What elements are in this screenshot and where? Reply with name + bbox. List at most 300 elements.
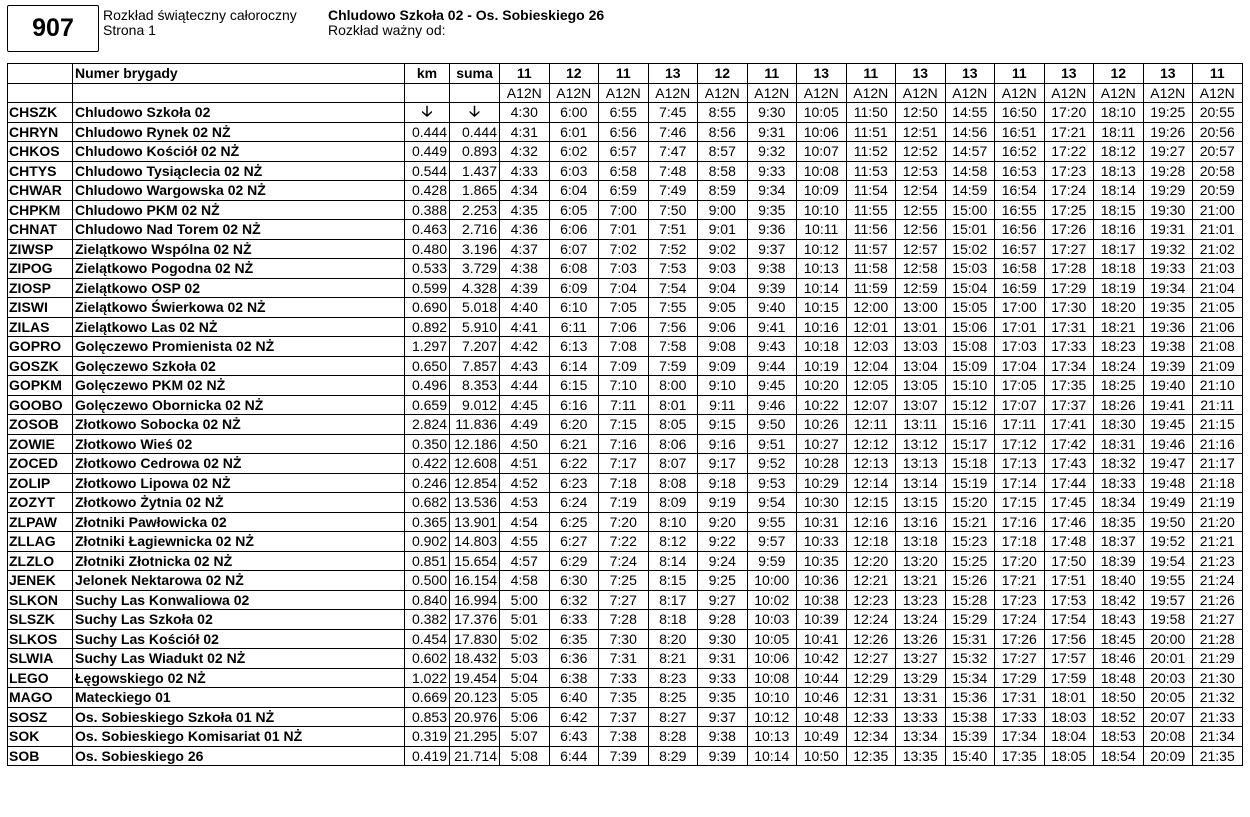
departure-time: 6:33 [549, 610, 599, 630]
departure-time: 15:08 [945, 337, 995, 357]
stop-code: LEGO [8, 668, 73, 688]
departure-time: 6:55 [599, 103, 649, 123]
departure-time: 5:00 [500, 590, 550, 610]
stop-code: ZOSOB [8, 415, 73, 435]
departure-time: 21:19 [1193, 493, 1243, 513]
departure-time: 10:46 [797, 688, 847, 708]
stop-code: SOK [8, 727, 73, 747]
km-value: 0.599 [405, 278, 450, 298]
departure-time: 9:03 [698, 259, 748, 279]
brigade-number: 13 [797, 64, 847, 84]
departure-time: 7:46 [648, 122, 698, 142]
stop-code: MAGO [8, 688, 73, 708]
departure-time: 9:40 [747, 298, 797, 318]
departure-time: 21:28 [1193, 629, 1243, 649]
route-title: Chludowo Szkoła 02 - Os. Sobieskiego 26 [328, 7, 605, 23]
departure-time: 17:53 [1044, 590, 1094, 610]
departure-time: 9:31 [698, 649, 748, 669]
departure-time: 6:04 [549, 181, 599, 201]
departure-time: 19:58 [1143, 610, 1193, 630]
departure-time: 8:59 [698, 181, 748, 201]
departure-time: 17:33 [1044, 337, 1094, 357]
departure-time: 4:38 [500, 259, 550, 279]
departure-time: 12:35 [846, 746, 896, 766]
departure-time: 4:41 [500, 317, 550, 337]
departure-time: 18:31 [1094, 434, 1144, 454]
departure-time: 8:56 [698, 122, 748, 142]
departure-time: 10:27 [797, 434, 847, 454]
departure-time: 4:40 [500, 298, 550, 318]
departure-time: 17:57 [1044, 649, 1094, 669]
departure-time: 20:03 [1143, 668, 1193, 688]
stop-name: Złotkowo Sobocka 02 NŻ [73, 415, 405, 435]
stop-name: Zielątkowo OSP 02 [73, 278, 405, 298]
departure-time: 15:19 [945, 473, 995, 493]
departure-time: 6:02 [549, 142, 599, 162]
departure-time: 20:56 [1193, 122, 1243, 142]
departure-time: 21:16 [1193, 434, 1243, 454]
departure-time: 12:11 [846, 415, 896, 435]
suma-value: 20.123 [450, 688, 500, 708]
departure-time: 18:52 [1094, 707, 1144, 727]
suma-value: 16.994 [450, 590, 500, 610]
departure-time: 11:57 [846, 239, 896, 259]
departure-time: 18:53 [1094, 727, 1144, 747]
brigade-number: 11 [747, 64, 797, 84]
departure-time: 9:06 [698, 317, 748, 337]
suma-value: 13.901 [450, 512, 500, 532]
departure-time: 6:38 [549, 668, 599, 688]
departure-time: 12:34 [846, 727, 896, 747]
departure-time: 15:10 [945, 376, 995, 396]
departure-time: 6:07 [549, 239, 599, 259]
departure-time: 4:34 [500, 181, 550, 201]
departure-time: 21:11 [1193, 395, 1243, 415]
departure-time: 8:18 [648, 610, 698, 630]
km-value: 0.533 [405, 259, 450, 279]
variant-code: A12N [599, 83, 649, 103]
stop-code: GOSZK [8, 356, 73, 376]
variant-code: A12N [797, 83, 847, 103]
departure-time: 10:02 [747, 590, 797, 610]
departure-time: 9:02 [698, 239, 748, 259]
departure-time: 17:29 [995, 668, 1045, 688]
departure-time: 11:50 [846, 103, 896, 123]
table-row [8, 590, 1243, 610]
departure-time: 8:09 [648, 493, 698, 513]
departure-time: 10:44 [797, 668, 847, 688]
stop-code: SOB [8, 746, 73, 766]
departure-time: 17:35 [995, 746, 1045, 766]
departure-time: 9:10 [698, 376, 748, 396]
departure-time: 7:51 [648, 220, 698, 240]
departure-time: 10:12 [747, 707, 797, 727]
stop-code: SOSZ [8, 707, 73, 727]
departure-time: 15:20 [945, 493, 995, 513]
km-value: 0.682 [405, 493, 450, 513]
departure-time: 21:27 [1193, 610, 1243, 630]
departure-time: 9:55 [747, 512, 797, 532]
departure-time: 15:31 [945, 629, 995, 649]
suma-value: 5.018 [450, 298, 500, 318]
km-value: 0.454 [405, 629, 450, 649]
departure-time: 7:55 [648, 298, 698, 318]
stop-name: Suchy Las Konwaliowa 02 [73, 590, 405, 610]
departure-time: 6:42 [549, 707, 599, 727]
departure-time: 15:21 [945, 512, 995, 532]
departure-time: 9:24 [698, 551, 748, 571]
departure-time: 10:08 [747, 668, 797, 688]
stop-name: Złotniki Złotnicka 02 NŻ [73, 551, 405, 571]
departure-time: 19:35 [1143, 298, 1193, 318]
departure-time: 9:36 [747, 220, 797, 240]
departure-time: 7:05 [599, 298, 649, 318]
table-row [8, 181, 1243, 201]
departure-time: 7:54 [648, 278, 698, 298]
departure-time: 20:00 [1143, 629, 1193, 649]
table-row [8, 161, 1243, 181]
departure-time: 6:30 [549, 571, 599, 591]
variant-code: A12N [1044, 83, 1094, 103]
km-value: 0.496 [405, 376, 450, 396]
departure-time: 6:03 [549, 161, 599, 181]
departure-time: 9:15 [698, 415, 748, 435]
departure-time: 7:56 [648, 317, 698, 337]
departure-time: 15:28 [945, 590, 995, 610]
departure-time: 19:36 [1143, 317, 1193, 337]
line-number: 907 [32, 14, 74, 42]
departure-time: 9:50 [747, 415, 797, 435]
km-value: 0.851 [405, 551, 450, 571]
departure-time: 17:30 [1044, 298, 1094, 318]
departure-time: 19:38 [1143, 337, 1193, 357]
departure-time: 12:53 [896, 161, 946, 181]
departure-time: 19:34 [1143, 278, 1193, 298]
departure-time: 8:21 [648, 649, 698, 669]
table-row [8, 298, 1243, 318]
variant-code: A12N [1094, 83, 1144, 103]
departure-time: 5:01 [500, 610, 550, 630]
km-value: 0.902 [405, 532, 450, 552]
departure-time: 17:18 [995, 532, 1045, 552]
departure-time: 12:07 [846, 395, 896, 415]
suma-value: 0.444 [450, 122, 500, 142]
departure-time: 15:03 [945, 259, 995, 279]
departure-time: 16:55 [995, 200, 1045, 220]
departure-time: 20:58 [1193, 161, 1243, 181]
departure-time: 21:01 [1193, 220, 1243, 240]
departure-time: 7:11 [599, 395, 649, 415]
departure-time: 19:47 [1143, 454, 1193, 474]
stop-code: GOPKM [8, 376, 73, 396]
departure-time: 13:00 [896, 298, 946, 318]
departure-time: 7:38 [599, 727, 649, 747]
departure-time: 5:05 [500, 688, 550, 708]
departure-time: 7:22 [599, 532, 649, 552]
departure-time: 7:15 [599, 415, 649, 435]
stop-code: ZISWI [8, 298, 73, 318]
departure-time: 19:55 [1143, 571, 1193, 591]
departure-time: 12:13 [846, 454, 896, 474]
table-row [8, 337, 1243, 357]
departure-time: 9:54 [747, 493, 797, 513]
suma-value: 2.716 [450, 220, 500, 240]
table-row [8, 200, 1243, 220]
suma-value: 0.893 [450, 142, 500, 162]
departure-time: 18:43 [1094, 610, 1144, 630]
departure-time: 19:46 [1143, 434, 1193, 454]
departure-time: 18:42 [1094, 590, 1144, 610]
stop-name: Złotniki Łagiewnicka 02 NŻ [73, 532, 405, 552]
departure-time: 10:29 [797, 473, 847, 493]
departure-time: 18:48 [1094, 668, 1144, 688]
stop-code: GOOBO [8, 395, 73, 415]
departure-time: 9:04 [698, 278, 748, 298]
departure-time: 12:14 [846, 473, 896, 493]
suma-value: 8.353 [450, 376, 500, 396]
departure-time: 18:01 [1044, 688, 1094, 708]
departure-time: 9:32 [747, 142, 797, 162]
departure-time: 10:05 [797, 103, 847, 123]
departure-time: 18:26 [1094, 395, 1144, 415]
departure-time: 10:33 [797, 532, 847, 552]
suma-value: 12.186 [450, 434, 500, 454]
departure-time: 6:44 [549, 746, 599, 766]
table-row [8, 103, 1243, 123]
departure-time: 12:18 [846, 532, 896, 552]
departure-time: 6:10 [549, 298, 599, 318]
departure-time: 9:16 [698, 434, 748, 454]
departure-time: 10:00 [747, 571, 797, 591]
departure-time: 11:54 [846, 181, 896, 201]
departure-time: 20:05 [1143, 688, 1193, 708]
departure-time: 4:58 [500, 571, 550, 591]
stop-code: SLSZK [8, 610, 73, 630]
suma-value: 3.729 [450, 259, 500, 279]
departure-time: 12:54 [896, 181, 946, 201]
departure-time: 17:27 [995, 649, 1045, 669]
stop-name: Złotkowo Żytnia 02 NŻ [73, 493, 405, 513]
departure-time: 10:39 [797, 610, 847, 630]
departure-time: 4:44 [500, 376, 550, 396]
brigade-number: 12 [698, 64, 748, 84]
suma-value: 11.836 [450, 415, 500, 435]
stop-code: SLKOS [8, 629, 73, 649]
suma-value: 13.536 [450, 493, 500, 513]
km-value: 0.449 [405, 142, 450, 162]
brigade-number: 11 [846, 64, 896, 84]
stop-code: SLKON [8, 590, 73, 610]
departure-time: 18:40 [1094, 571, 1144, 591]
table-row [8, 356, 1243, 376]
departure-time: 6:22 [549, 454, 599, 474]
departure-time: 9:33 [698, 668, 748, 688]
departure-time: 18:54 [1094, 746, 1144, 766]
departure-time: 10:14 [747, 746, 797, 766]
departure-time: 15:12 [945, 395, 995, 415]
departure-time: 8:05 [648, 415, 698, 435]
departure-time: 13:13 [896, 454, 946, 474]
departure-time: 17:12 [995, 434, 1045, 454]
departure-time: 21:23 [1193, 551, 1243, 571]
departure-time: 13:33 [896, 707, 946, 727]
departure-time: 12:16 [846, 512, 896, 532]
departure-time: 17:44 [1044, 473, 1094, 493]
stop-name: Zielątkowo Pogodna 02 NŻ [73, 259, 405, 279]
departure-time: 15:05 [945, 298, 995, 318]
departure-time: 4:45 [500, 395, 550, 415]
departure-time: 21:02 [1193, 239, 1243, 259]
stop-code: CHTYS [8, 161, 73, 181]
departure-time: 21:17 [1193, 454, 1243, 474]
header-empty [405, 83, 450, 103]
departure-time: 21:05 [1193, 298, 1243, 318]
km-value: 0.853 [405, 707, 450, 727]
suma-value: 1.865 [450, 181, 500, 201]
departure-time: 7:58 [648, 337, 698, 357]
departure-time: 9:08 [698, 337, 748, 357]
departure-time: 4:33 [500, 161, 550, 181]
departure-time: 10:16 [797, 317, 847, 337]
departure-time: 13:01 [896, 317, 946, 337]
suma-value: 3.196 [450, 239, 500, 259]
departure-time: 10:08 [797, 161, 847, 181]
departure-time: 17:21 [995, 571, 1045, 591]
stop-name: Złotkowo Wieś 02 [73, 434, 405, 454]
table-row [8, 395, 1243, 415]
header-suma: suma [450, 64, 500, 84]
departure-time: 6:40 [549, 688, 599, 708]
table-row [8, 454, 1243, 474]
departure-time: 7:27 [599, 590, 649, 610]
departure-time: 17:16 [995, 512, 1045, 532]
departure-time: 9:11 [698, 395, 748, 415]
stop-name: Jelonek Nektarowa 02 NŻ [73, 571, 405, 591]
km-value: 0.365 [405, 512, 450, 532]
departure-time: 8:25 [648, 688, 698, 708]
departure-time: 17:13 [995, 454, 1045, 474]
departure-time: 8:07 [648, 454, 698, 474]
stop-code: CHNAT [8, 220, 73, 240]
stop-code: ZLLAG [8, 532, 73, 552]
line-number-box [7, 5, 99, 52]
departure-time: 18:14 [1094, 181, 1144, 201]
stop-name: Chludowo Nad Torem 02 NŻ [73, 220, 405, 240]
stop-code: ZILAS [8, 317, 73, 337]
departure-time: 13:31 [896, 688, 946, 708]
departure-time: 9:30 [747, 103, 797, 123]
departure-time: 8:55 [698, 103, 748, 123]
departure-time: 12:51 [896, 122, 946, 142]
departure-time: 20:07 [1143, 707, 1193, 727]
departure-time: 10:30 [797, 493, 847, 513]
departure-time: 21:00 [1193, 200, 1243, 220]
departure-time: 14:56 [945, 122, 995, 142]
km-value: 0.319 [405, 727, 450, 747]
departure-time: 17:59 [1044, 668, 1094, 688]
departure-time: 13:16 [896, 512, 946, 532]
departure-time: 21:03 [1193, 259, 1243, 279]
departure-time: 21:09 [1193, 356, 1243, 376]
departure-time: 10:35 [797, 551, 847, 571]
departure-time: 13:11 [896, 415, 946, 435]
header-row-variants [8, 83, 1243, 103]
suma-value: 4.328 [450, 278, 500, 298]
stop-code: SLWIA [8, 649, 73, 669]
departure-time: 12:05 [846, 376, 896, 396]
departure-time: 14:58 [945, 161, 995, 181]
header-empty [73, 83, 405, 103]
suma-value: 19.454 [450, 668, 500, 688]
departure-time: 19:48 [1143, 473, 1193, 493]
departure-time: 14:57 [945, 142, 995, 162]
departure-time: 7:48 [648, 161, 698, 181]
departure-time: 6:20 [549, 415, 599, 435]
departure-time: 7:59 [648, 356, 698, 376]
km-value: 0.350 [405, 434, 450, 454]
departure-time: 12:31 [846, 688, 896, 708]
departure-time: 10:31 [797, 512, 847, 532]
variant-code: A12N [549, 83, 599, 103]
variant-code: A12N [1143, 83, 1193, 103]
stop-code: ZIOSP [8, 278, 73, 298]
departure-time: 21:15 [1193, 415, 1243, 435]
departure-time: 11:52 [846, 142, 896, 162]
departure-time: 16:50 [995, 103, 1045, 123]
departure-time: 11:53 [846, 161, 896, 181]
departure-time: 5:08 [500, 746, 550, 766]
stop-name: Golęczewo Obornicka 02 NŻ [73, 395, 405, 415]
departure-time: 8:27 [648, 707, 698, 727]
departure-time: 17:45 [1044, 493, 1094, 513]
km-value: 0.246 [405, 473, 450, 493]
departure-time: 12:55 [896, 200, 946, 220]
departure-time: 17:41 [1044, 415, 1094, 435]
suma-value: 2.253 [450, 200, 500, 220]
stop-name: Złotkowo Lipowa 02 NŻ [73, 473, 405, 493]
departure-time: 9:37 [698, 707, 748, 727]
departure-time: 21:30 [1193, 668, 1243, 688]
departure-time: 12:33 [846, 707, 896, 727]
departure-time: 7:18 [599, 473, 649, 493]
departure-time: 9:59 [747, 551, 797, 571]
departure-time: 10:05 [747, 629, 797, 649]
departure-time: 4:39 [500, 278, 550, 298]
departure-time: 17:24 [995, 610, 1045, 630]
departure-time: 7:00 [599, 200, 649, 220]
schedule-type: Rozkład świąteczny całoroczny [103, 7, 297, 23]
departure-time: 13:14 [896, 473, 946, 493]
table-row [8, 473, 1243, 493]
departure-time: 9:35 [747, 200, 797, 220]
departure-time: 9:41 [747, 317, 797, 337]
departure-time: 19:33 [1143, 259, 1193, 279]
departure-time: 6:00 [549, 103, 599, 123]
departure-time: 20:55 [1193, 103, 1243, 123]
departure-time: 15:00 [945, 200, 995, 220]
km-value: 0.602 [405, 649, 450, 669]
stop-name: Os. Sobieskiego Szkoła 01 NŻ [73, 707, 405, 727]
departure-time: 10:15 [797, 298, 847, 318]
departure-time: 7:53 [648, 259, 698, 279]
km-value: 0.463 [405, 220, 450, 240]
departure-time: 6:06 [549, 220, 599, 240]
departure-time: 10:18 [797, 337, 847, 357]
departure-time: 14:59 [945, 181, 995, 201]
departure-time: 7:52 [648, 239, 698, 259]
variant-code: A12N [945, 83, 995, 103]
departure-time: 5:07 [500, 727, 550, 747]
